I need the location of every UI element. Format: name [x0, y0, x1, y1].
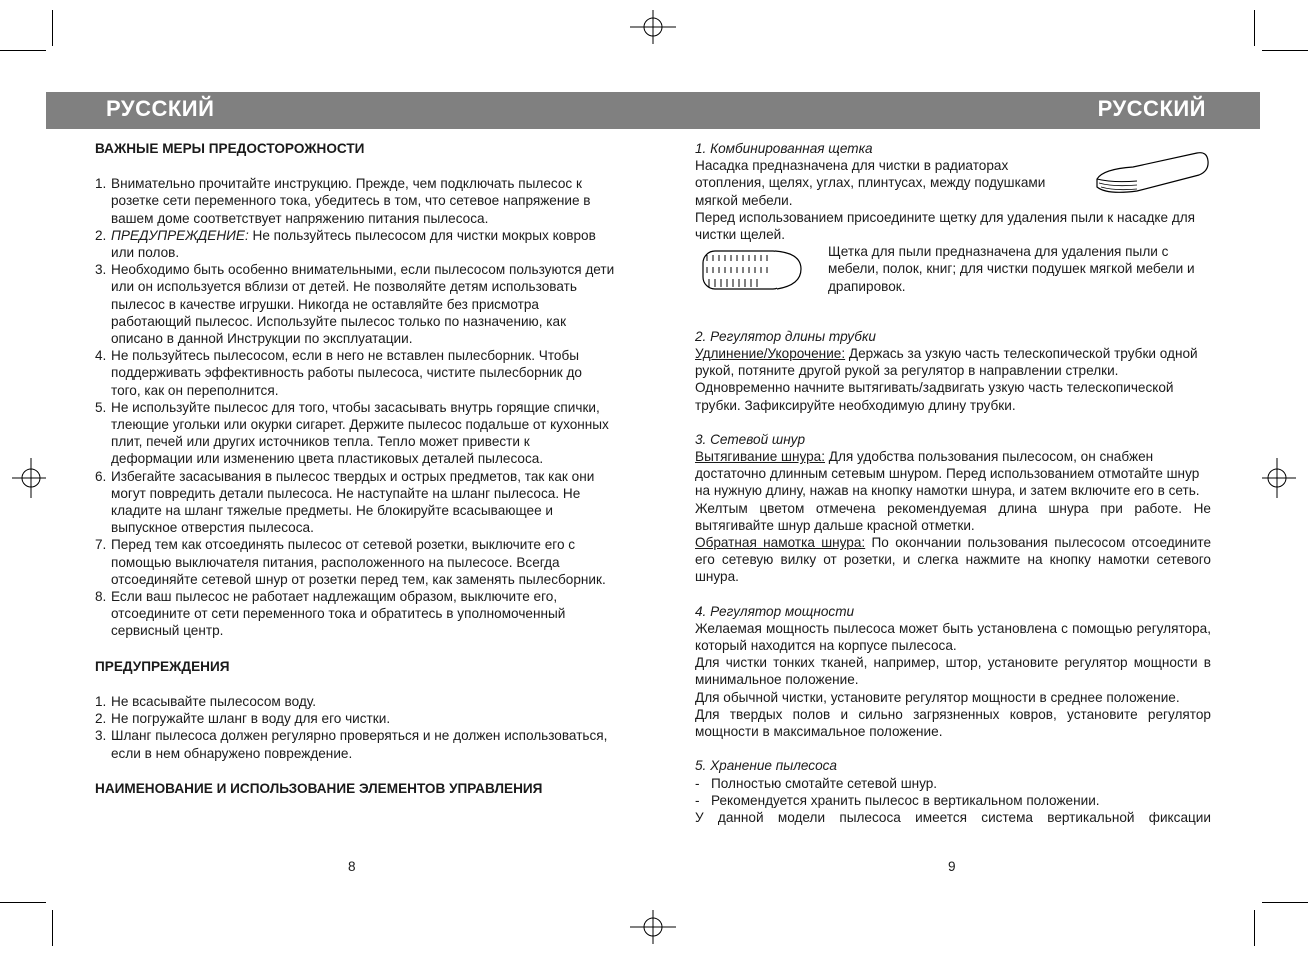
list-item: 6. Избегайте засасывания в пылесос твердых и острых предметов, так как они могут повредить детали пылесоса. Не наступайте на шланг пылесоса. Не кладите на шланг тяжелые предметы. Не блокируйте всасывающее и выпускное отверстия пылесоса.	[95, 468, 595, 536]
page-number-left: 8	[348, 859, 356, 874]
dust-brush-icon	[697, 245, 805, 299]
list-item: 4. Не пользуйтесь пылесосом, если в него не вставлен пылесборник. Чтобы поддерживать эффективность работы пылесоса, чистите пылесборник до того, как он переполнится.	[95, 348, 582, 398]
crop-mark	[1254, 10, 1255, 46]
language-header	[46, 92, 1260, 129]
paragraph: Насадка предназначена для чистки в радиаторах отопления, щелях, углах, плинтусах, между подушками мягкой мебели.	[695, 158, 1046, 208]
crop-mark	[1262, 902, 1308, 903]
registration-mark-icon	[630, 910, 676, 944]
crop-mark	[0, 902, 46, 903]
dust-brush-block	[695, 243, 1211, 295]
paragraph: Желтым цветом отмечена рекомендуемая длина шнура при работе. Не вытягивайте шнур дальше красной отметки.	[695, 500, 1211, 533]
crop-mark	[52, 10, 53, 46]
crop-mark	[52, 910, 53, 946]
page-number-right: 9	[948, 859, 956, 874]
list-item: 1. Не всасывайте пылесосом воду.	[95, 693, 317, 709]
label: Удлинение/Укорочение:	[695, 346, 846, 362]
precautions-list	[95, 175, 615, 639]
list-item: 8. Если ваш пылесос не работает надлежащим образом, выключите его, отсоедините от сети переменного тока и обратитесь в уполномоченный сервисный центр.	[95, 589, 566, 639]
list-item: - Полностью смотайте сетевой шнур.	[695, 775, 938, 791]
registration-mark-icon	[12, 458, 46, 498]
crop-mark	[0, 50, 46, 51]
label: Обратная намотка шнура:	[695, 535, 866, 551]
paragraph: Для твердых полов и сильно загрязненных ковров, установите регулятор мощности в максимальное положение.	[695, 706, 1211, 740]
crop-mark	[1262, 50, 1308, 51]
list-item: 2. Не погружайте шланг в воду для его чистки.	[95, 711, 391, 727]
left-page	[95, 140, 615, 797]
list-item: 1. Внимательно прочитайте инструкцию. Прежде, чем подключать пылесос к розетке сети переменного тока, убедитесь в том, что сетевое напряжение в вашем доме соответствует напряжению питания пылесоса.	[95, 176, 591, 226]
paragraph: У данной модели пылесоса имеется система вертикальной фиксации	[695, 809, 1211, 825]
paragraph: Желаемая мощность пылесоса может быть установлена с помощью регулятора, который находится на корпусе пылесоса.	[695, 620, 1211, 654]
registration-mark-icon	[1262, 458, 1296, 498]
section-title-brush: 1. Комбинированная щетка	[695, 141, 873, 156]
list-item: - Рекомендуется хранить пылесос в вертикальном положении.	[695, 792, 1100, 808]
list-item: 2. ПРЕДУПРЕЖДЕНИЕ: Не пользуйтесь пылесосом для чистки мокрых ковров или полов.	[95, 227, 596, 261]
section-title-power: 4. Регулятор мощности	[695, 603, 855, 619]
list-item: 5. Не используйте пылесос для того, чтобы засасывать внутрь горящие спички, тлеющие угольки или окурки сигарет. Держите пылесос подальше от кухонных плит, печей или других источников тепла. Тепло может привести к деформации или изменению цвета пластиковых деталей пылесоса.	[95, 399, 609, 467]
section-title-cord: 3. Сетевой шнур	[695, 431, 806, 447]
header-title-left: РУССКИЙ	[106, 96, 215, 121]
section-heading-controls: НАИМЕНОВАНИЕ И ИСПОЛЬЗОВАНИЕ ЭЛЕМЕНТОВ УПРАВЛЕНИЯ	[95, 780, 543, 796]
section-title-storage: 5. Хранение пылесоса	[695, 758, 837, 774]
list-item: 7. Перед тем как отсоединять пылесос от сетевой розетки, выключите его с помощью выключателя питания, расположенного на пылесосе. Всегда отсоединяйте сетевой шнур от розетки перед тем, как заменять пылесборник.	[95, 537, 606, 587]
paragraph: Обратная намотка шнура: По окончании пользования пылесосом отсоедините его сетевую вилку от розетки, и слегка нажмите на кнопку намотки сетевого шнура.	[695, 535, 1211, 585]
paragraph: Для чистки тонких тканей, например, штор, установите регулятор мощности в минимальное положение.	[695, 655, 1211, 688]
paragraph: Вытягивание шнура: Для удобства пользования пылесосом, он снабжен достаточно длинным сетевым шнуром. Перед использованием отмотайте шнур на нужную длину, нажав на кнопку намотки шнура, и затем включите его в сеть.	[695, 449, 1200, 499]
section-heading-precautions: ВАЖНЫЕ МЕРЫ ПРЕДОСТОРОЖНОСТИ	[95, 141, 365, 156]
paragraph: Перед использованием присоедините щетку для удаления пыли к насадке для чистки щелей.	[695, 209, 1196, 243]
crevice-tool-icon	[1093, 149, 1211, 199]
paragraph: Удлинение/Укорочение: Держась за узкую часть телескопической трубки одной рукой, потяните другой рукой за регулятор в направлении стрелки. Одновременно начните вытягивать/задвигать узкую часть телескопической трубки. Зафиксируйте необходимую длину трубки.	[695, 346, 1198, 413]
label: Вытягивание шнура:	[695, 449, 825, 465]
right-page	[695, 140, 1211, 826]
warnings-list	[95, 693, 615, 762]
list-item: 3. Шланг пылесоса должен регулярно проверяться и не должен использоваться, если в нем обнаружено повреждение.	[95, 728, 608, 761]
section-heading-warnings: ПРЕДУПРЕЖДЕНИЯ	[95, 658, 230, 674]
list-item: 3. Необходимо быть особенно внимательными, если пылесосом пользуются дети или он используется вблизи от детей. Не позволяйте детям использовать пылесос в качестве игрушки. Никогда не оставляйте без присмотра работающий пылесос. Используйте пылесос только по назначению, как описано в данной Инструкции по эксплуатации.	[95, 262, 615, 347]
crevice-tool-block	[695, 157, 1211, 209]
registration-mark-icon	[630, 10, 676, 44]
section-title-tube: 2. Регулятор длины трубки	[695, 328, 876, 344]
header-title-right: РУССКИЙ	[1097, 96, 1206, 121]
crop-mark	[1254, 910, 1255, 946]
paragraph: Щетка для пыли предназначена для удаления пыли с мебели, полок, книг; для чистки подушек мягкой мебели и драпировок.	[828, 244, 1195, 294]
paragraph: Для обычной чистки, установите регулятор мощности в среднее положение.	[695, 689, 1180, 705]
